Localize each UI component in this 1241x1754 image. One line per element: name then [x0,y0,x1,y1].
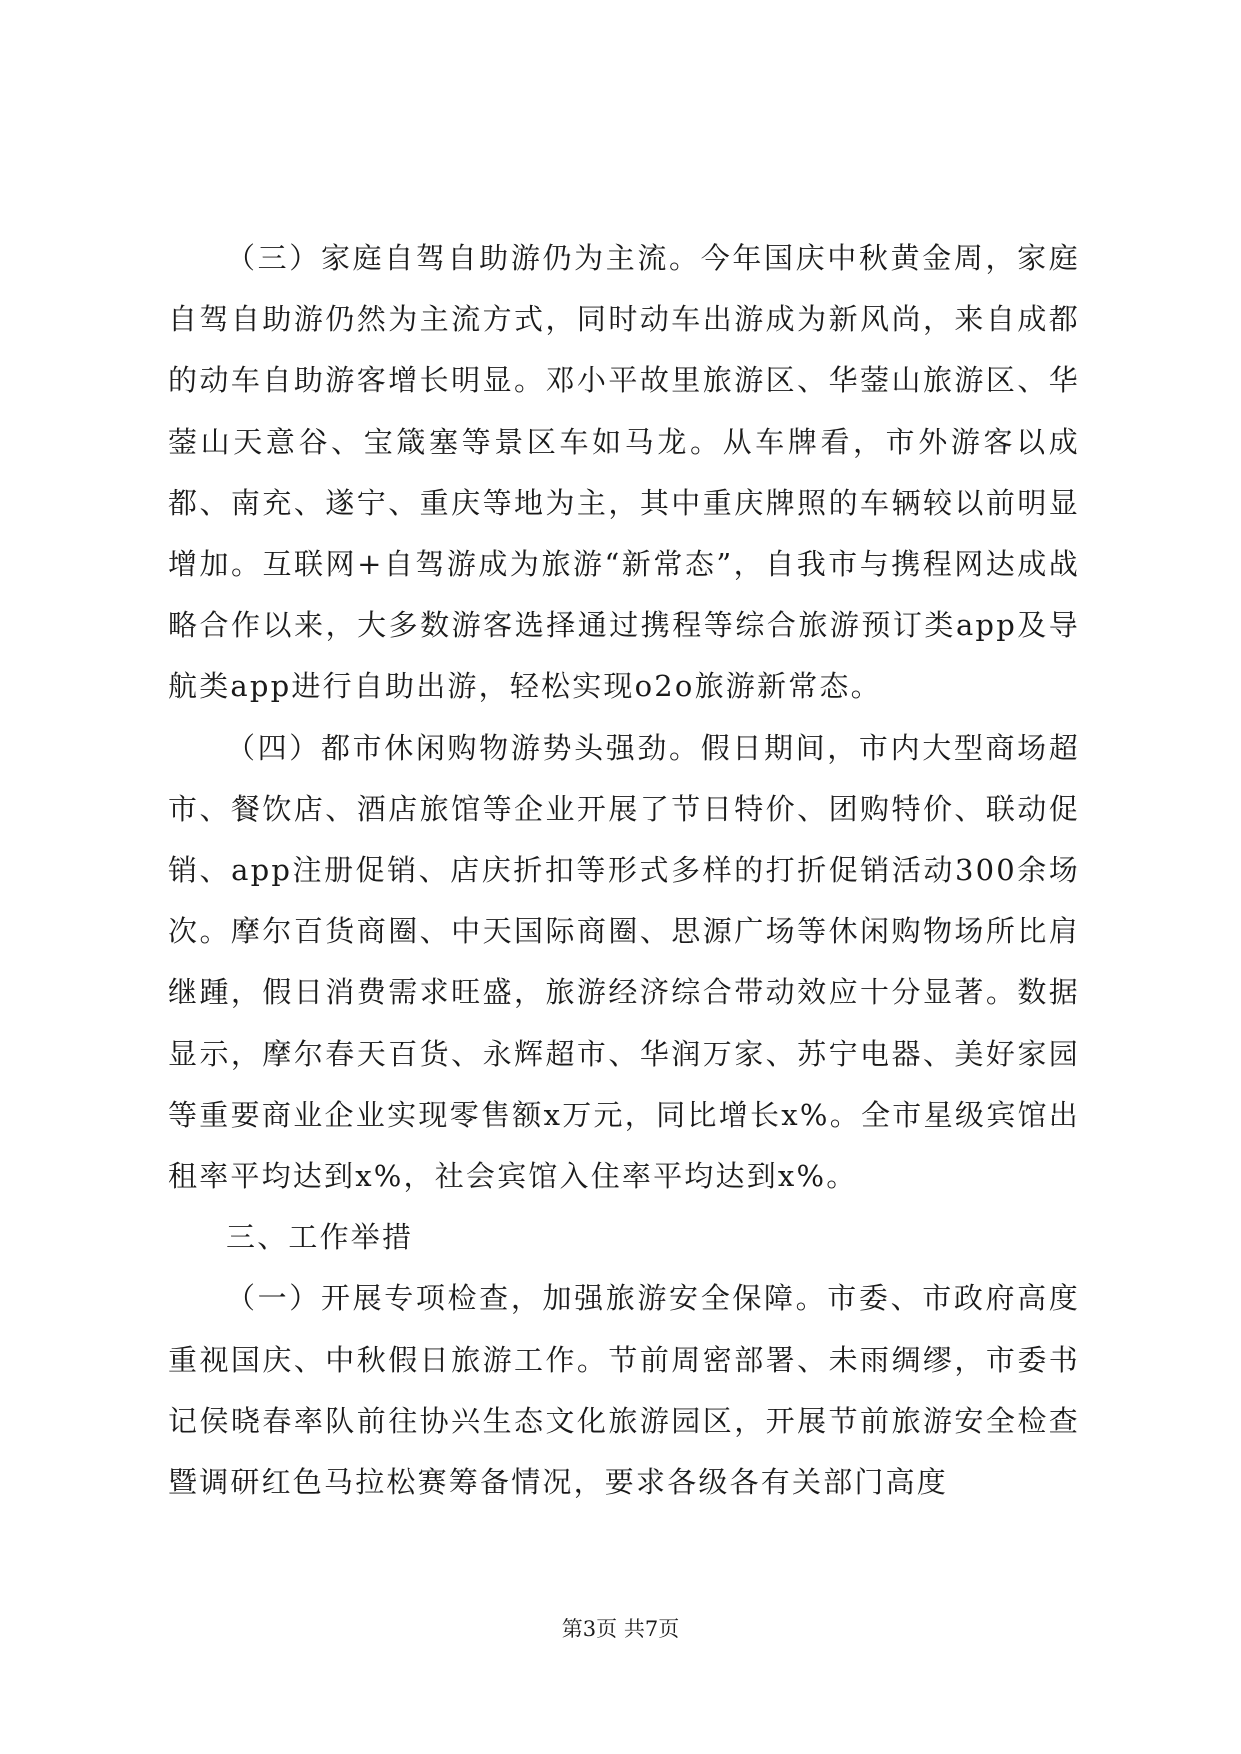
section-heading-work-measures: 三、工作举措 [226,1220,414,1255]
paragraph-safety-inspection: （一）开展专项检查，加强旅游安全保障。市委、市政府高度重视国庆、中秋假日旅游工作。节前周密部署、未雨绸缪，市委书记侯晓春率队前往协兴生态文化旅游园区，开展节前旅游安全检查暨调研红色马拉松赛筹备情况，要求各级各有关部门高度 [168,1281,1080,1500]
document-body [168,228,1080,1513]
paragraph-self-driving-tourism: （三）家庭自驾自助游仍为主流。今年国庆中秋黄金周，家庭自驾自助游仍然为主流方式，同时动车出游成为新风尚，来自成都的动车自助游客增长明显。邓小平故里旅游区、华蓥山旅游区、华蓥山天意谷、宝箴塞等景区车如马龙。从车牌看，市外游客以成都、南充、遂宁、重庆等地为主，其中重庆牌照的车辆较以前明显增加。互联网+自驾游成为旅游“新常态”，自我市与携程网达成战略合作以来，大多数游客选择通过携程等综合旅游预订类app及导航类app进行自助出游，轻松实现o2o旅游新常态。 [168,241,1080,704]
page-number-footer: 第3页 共7页 [561,1617,680,1641]
paragraph-urban-shopping-tourism: （四）都市休闲购物游势头强劲。假日期间，市内大型商场超市、餐饮店、酒店旅馆等企业开展了节日特价、团购特价、联动促销、app注册促销、店庆折扣等形式多样的打折促销活动300余场次。摩尔百货商圈、中天国际商圈、思源广场等休闲购物场所比肩继踵，假日消费需求旺盛，旅游经济综合带动效应十分显著。数据显示，摩尔春天百货、永辉超市、华润万家、苏宁电器、美好家园等重要商业企业实现零售额x万元，同比增长x%。全市星级宾馆出租率平均达到x%，社会宾馆入住率平均达到x%。 [168,730,1080,1194]
